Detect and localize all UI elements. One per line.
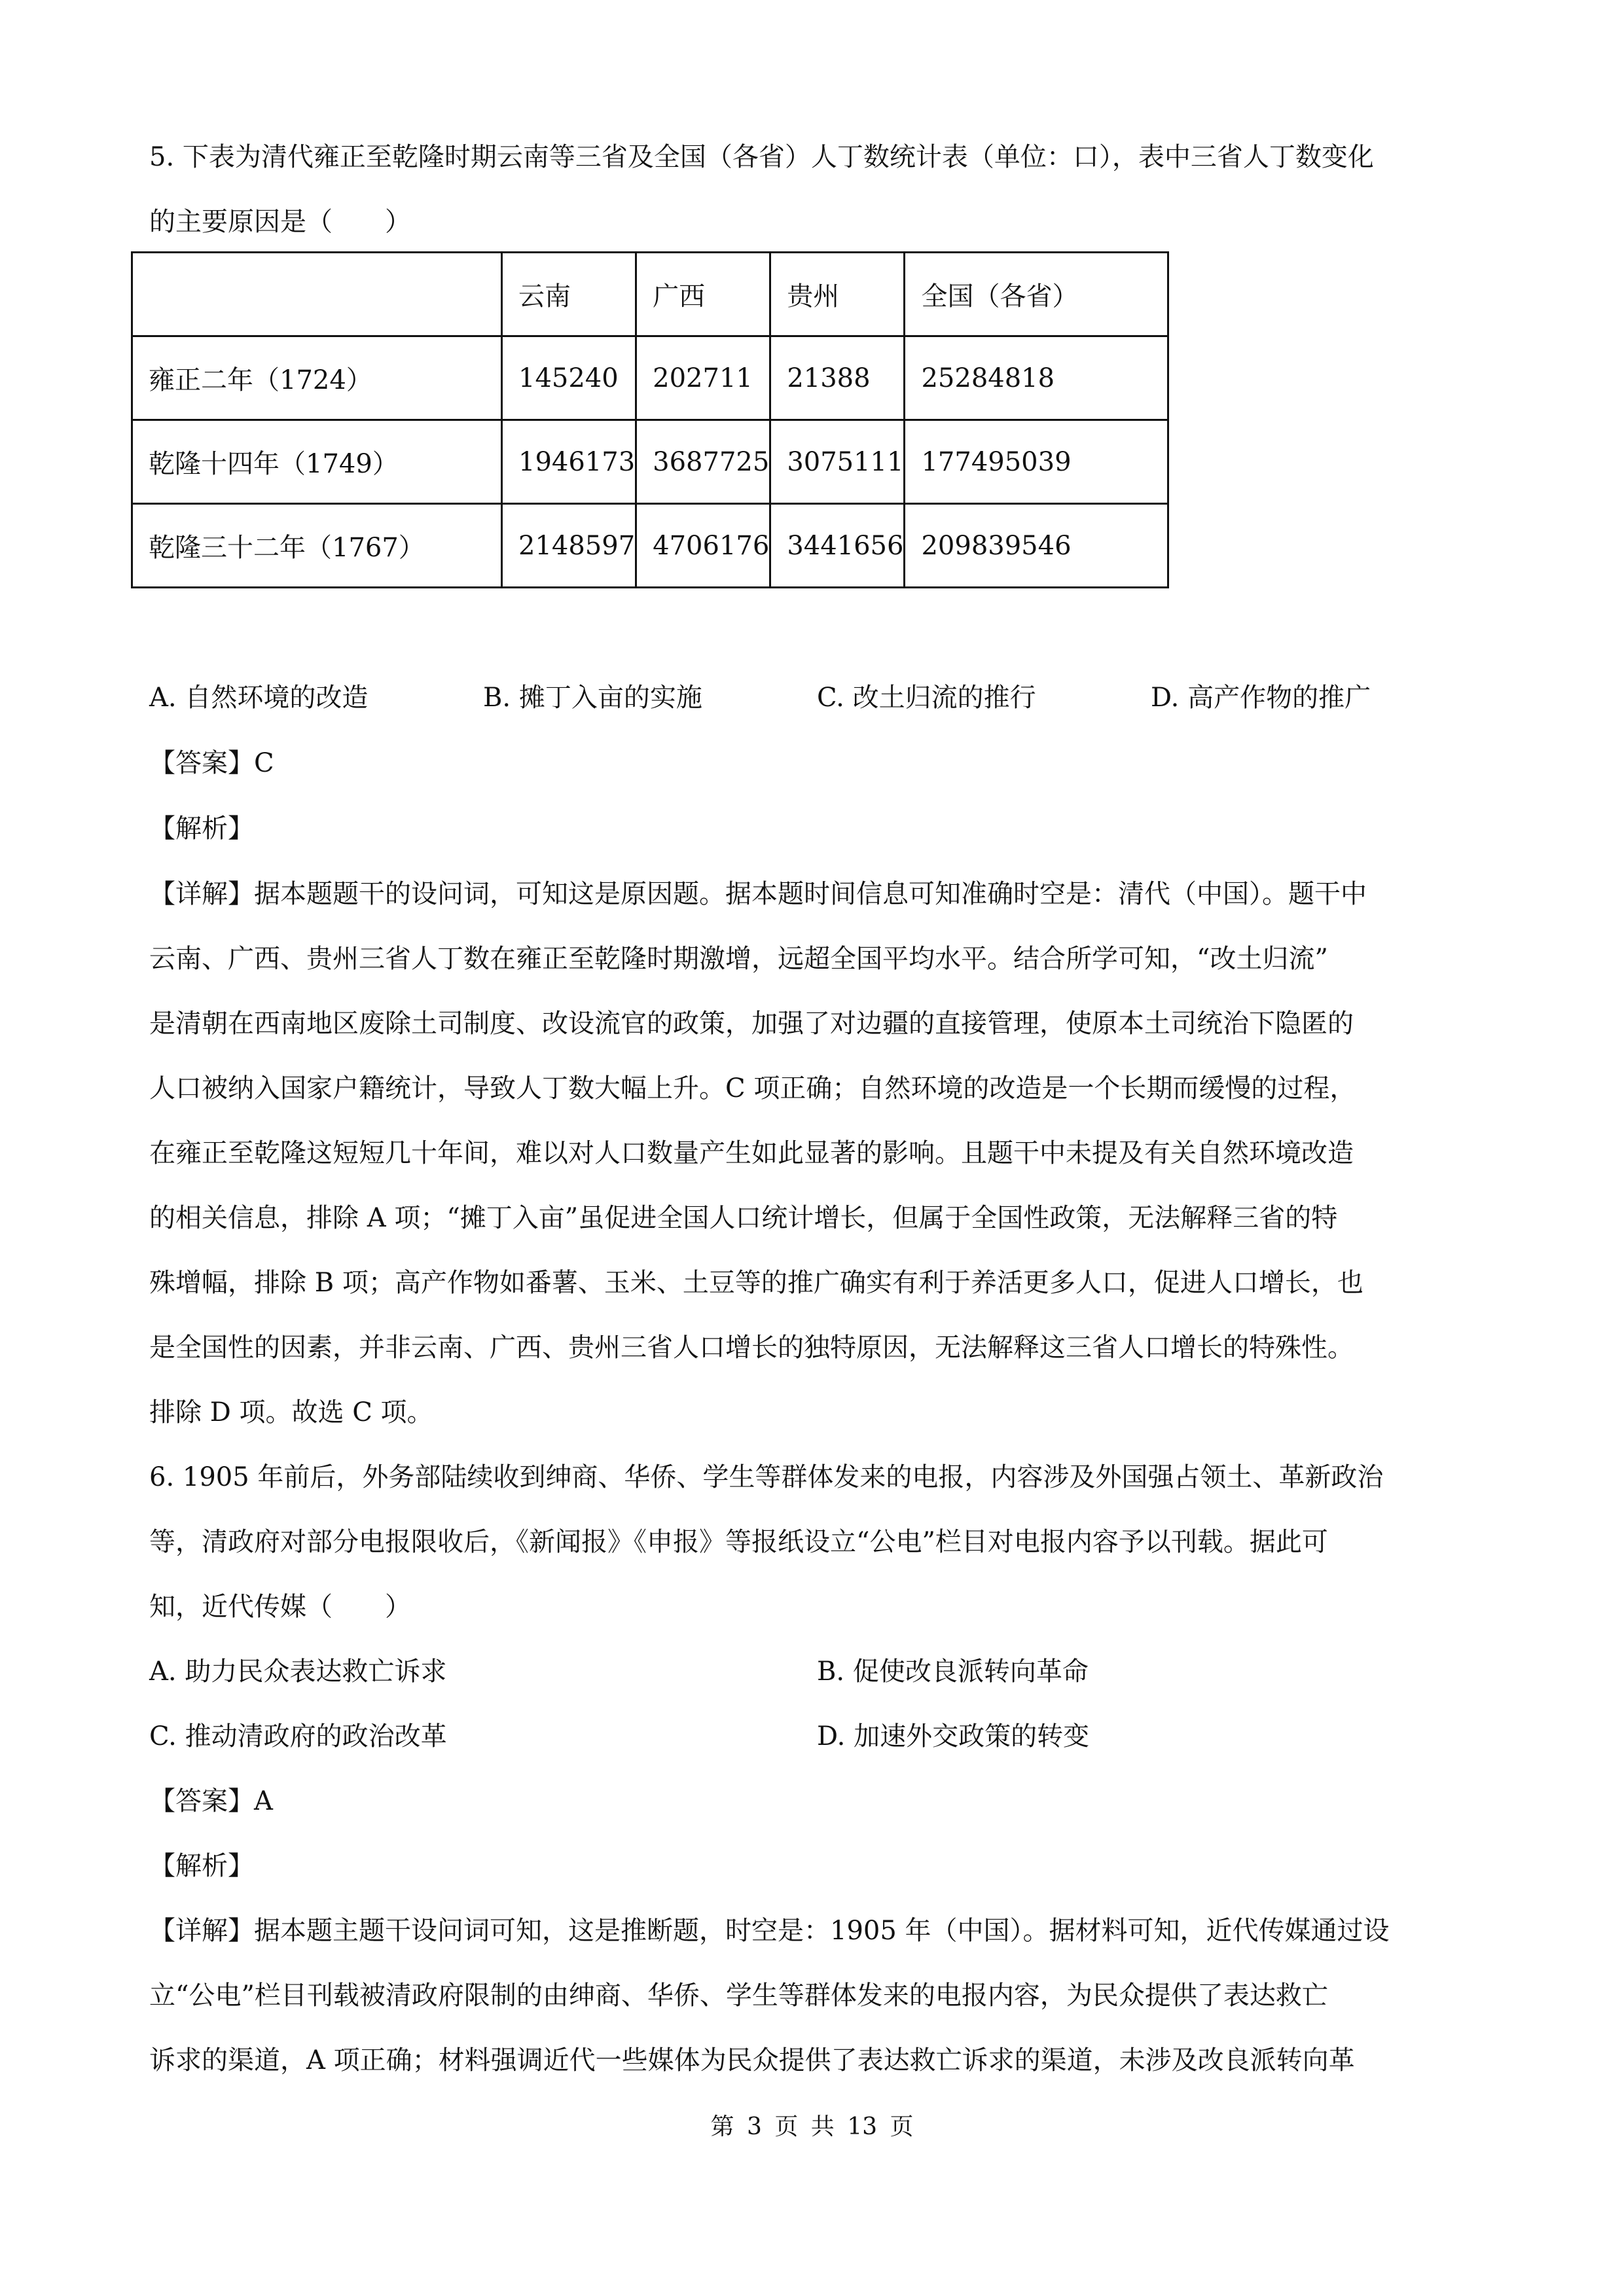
q5-option-a: A. 自然环境的改造 [149, 683, 369, 713]
table-cell: 2148597 [502, 504, 636, 588]
table-cell: 乾隆三十二年（1767） [132, 504, 502, 588]
q5-detail-line: 云南、广西、贵州三省人丁数在雍正至乾隆时期激增，远超全国平均水平。结合所学可知，“改土归流” [149, 944, 1328, 974]
q5-stem-line-2: 的主要原因是（ ） [149, 207, 411, 237]
q5-option-b: B. 摊丁入亩的实施 [483, 683, 702, 713]
q6-option-a: A. 助力民众表达救亡诉求 [149, 1657, 447, 1687]
q5-detail-line: 【详解】据本题题干的设问词，可知这是原因题。据本题时间信息可知准确时空是：清代（中国）。题干中 [149, 879, 1367, 909]
table-cell: 全国（各省） [905, 253, 1168, 336]
q6-detail-line: 立“公电”栏目刊载被清政府限制的由绅商、华侨、学生等群体发来的电报内容，为民众提供了表达救亡 [149, 1981, 1328, 2011]
table-row [132, 336, 1168, 420]
q6-analysis-title: 【解析】 [149, 1851, 254, 1881]
table-cell: 1946173 [502, 420, 636, 504]
table-cell: 209839546 [905, 504, 1168, 588]
table-cell: 雍正二年（1724） [132, 336, 502, 420]
table-cell [132, 253, 502, 336]
q6-option-c: C. 推动清政府的政治改革 [149, 1721, 447, 1751]
table-cell: 贵州 [770, 253, 905, 336]
q6-option-d: D. 加速外交政策的转变 [817, 1721, 1090, 1751]
q5-detail-line: 是清朝在西南地区废除土司制度、改设流官的政策，加强了对边疆的直接管理，使原本土司统治下隐匿的 [149, 1009, 1354, 1039]
table-cell: 202711 [636, 336, 770, 420]
q6-stem-line-3: 知，近代传媒（ ） [149, 1592, 411, 1622]
q5-detail-line: 排除 D 项。故选 C 项。 [149, 1397, 433, 1427]
q6-detail-line: 诉求的渠道，A 项正确；材料强调近代一些媒体为民众提供了表达救亡诉求的渠道，未涉及改良派转向革 [149, 2045, 1355, 2075]
table-cell: 3075111 [770, 420, 905, 504]
q5-detail-line: 人口被纳入国家户籍统计，导致人丁数大幅上升。C 项正确；自然环境的改造是一个长期而缓慢的过程， [149, 1073, 1356, 1103]
page-footer: 第 3 页 共 13 页 [710, 2113, 914, 2140]
q5-answer: 【答案】C [149, 748, 274, 778]
q5-analysis-title: 【解析】 [149, 814, 254, 844]
q5-stem-line-1: 5. 下表为清代雍正至乾隆时期云南等三省及全国（各省）人丁数统计表（单位：口），表中三省人丁数变化 [149, 142, 1374, 172]
table-cell: 乾隆十四年（1749） [132, 420, 502, 504]
population-table [131, 251, 1169, 588]
table-cell: 25284818 [905, 336, 1168, 420]
q5-detail-line: 是全国性的因素，并非云南、广西、贵州三省人口增长的独特原因，无法解释这三省人口增长的特殊性。 [149, 1333, 1354, 1363]
q6-stem-line-1: 6. 1905 年前后，外务部陆续收到绅商、华侨、学生等群体发来的电报，内容涉及外国强占领土、革新政治 [149, 1462, 1384, 1492]
table-header-row [132, 253, 1168, 336]
table-row [132, 420, 1168, 504]
table-cell: 3441656 [770, 504, 905, 588]
table-row [132, 504, 1168, 588]
table-cell: 4706176 [636, 504, 770, 588]
q6-detail-line: 【详解】据本题主题干设问词可知，这是推断题，时空是：1905 年（中国）。据材料可知，近代传媒通过设 [149, 1916, 1390, 1946]
q5-detail-line: 的相关信息，排除 A 项；“摊丁入亩”虽促进全国人口统计增长，但属于全国性政策，无法解释三省的特 [149, 1203, 1338, 1233]
table-cell: 广西 [636, 253, 770, 336]
table-cell: 云南 [502, 253, 636, 336]
table-cell: 177495039 [905, 420, 1168, 504]
q5-option-d: D. 高产作物的推广 [1151, 683, 1371, 713]
q6-stem-line-2: 等，清政府对部分电报限收后，《新闻报》《申报》等报纸设立“公电”栏目对电报内容予以刊载。据此可 [149, 1527, 1328, 1557]
q5-detail-line: 殊增幅，排除 B 项；高产作物如番薯、玉米、土豆等的推广确实有利于养活更多人口，促进人口增长，也 [149, 1268, 1363, 1298]
table-cell: 21388 [770, 336, 905, 420]
q6-option-b: B. 促使改良派转向革命 [817, 1657, 1089, 1687]
q6-answer: 【答案】A [149, 1786, 273, 1816]
table-cell: 145240 [502, 336, 636, 420]
table-cell: 3687725 [636, 420, 770, 504]
q5-option-c: C. 改土归流的推行 [817, 683, 1036, 713]
q5-detail-line: 在雍正至乾隆这短短几十年间，难以对人口数量产生如此显著的影响。且题干中未提及有关自然环境改造 [149, 1138, 1354, 1168]
